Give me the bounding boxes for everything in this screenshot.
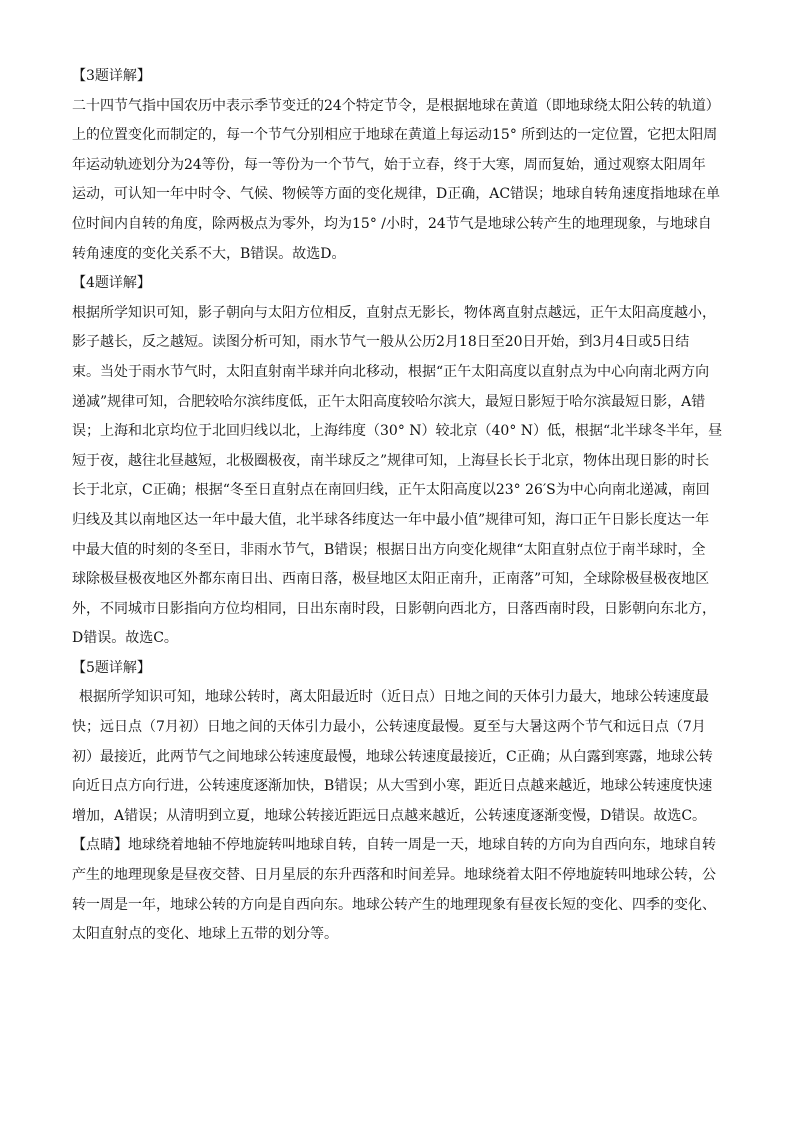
tip-line: 太阳直射点的变化、地球上五带的划分等。 <box>72 926 338 943</box>
document-page <box>72 62 724 950</box>
tip-section <box>72 831 724 949</box>
q4-line: 长于北京，C正确；根据“冬至日直射点在南回归线，正午太阳高度以23° 26′S为中心向南北递减，南回 <box>72 482 710 499</box>
q5-heading: 【5题详解】 <box>72 659 151 676</box>
q5-body <box>72 683 724 831</box>
q4-line: D错误。故选C。 <box>72 630 178 647</box>
q4-line: 球除极昼极夜地区外都东南日出、西南日落，极昼地区太阳正南升，正南落”可知，全球除极昼极夜地区 <box>72 571 710 588</box>
q5-line: 根据所学知识可知，地球公转时，离太阳最近时（近日点）日地之间的天体引力最大，地球公转速度最 <box>79 689 709 706</box>
q4-line: 短于夜，越往北昼越短，北极圈极夜，南半球反之”规律可知，上海昼长长于北京，物体出现日影的时长 <box>72 452 710 469</box>
q4-heading: 【4题详解】 <box>72 275 151 292</box>
q5-line: 快；远日点（7月初）日地之间的天体引力最小，公转速度最慢。夏至与大暑这两个节气和远日点（7月 <box>72 719 706 736</box>
q5-line: 向近日点方向行进，公转速度逐渐加快，B错误；从大雪到小寒，距近日点越来越近，地球公转速度快速 <box>72 778 713 795</box>
q4-line: 误；上海和北京均位于北回归线以北，上海纬度（30° N）较北京（40° N）低，根据“北半球冬半年，昼 <box>72 423 723 440</box>
q3-line: 二十四节气指中国农历中表示季节变迁的24个特定节令，是根据地球在黄道（即地球绕太阳公转的轨道） <box>72 97 720 114</box>
q4-line: 束。当处于雨水节气时，太阳直射南半球并向北移动，根据“正午太阳高度以直射点为中心向南北两方向 <box>72 363 710 380</box>
q3-line: 上的位置变化而制定的，每一个节气分别相应于地球在黄道上每运动15° 所到达的一定位置，它把太阳周 <box>72 127 718 144</box>
tip-line: 转一周是一年，地球公转的方向是自西向东。地球公转产生的地理现象有昼夜长短的变化、四季的变化、 <box>72 896 716 913</box>
q5-line: 增加，A错误；从清明到立夏，地球公转接近距远日点越来越近，公转速度逐渐变慢，D错误。故选C。 <box>72 807 707 824</box>
q4-line: 根据所学知识可知，影子朝向与太阳方位相反，直射点无影长，物体离直射点越远，正午太阳高度越小， <box>72 304 716 321</box>
q3-line: 运动，可认知一年中时令、气候、物候等方面的变化规律，D正确，AC错误；地球自转角速度指地球在单 <box>72 186 721 203</box>
q3-body <box>72 92 724 270</box>
q4-body <box>72 299 724 654</box>
q4-line: 外，不同城市日影指向方位均相同，日出东南时段，日影朝向西北方，日落西南时段，日影朝向东北方， <box>72 600 716 617</box>
tip-line: 产生的地理现象是昼夜交替、日月星辰的东升西落和时间差异。地球绕着太阳不停地旋转叫地球公转，公 <box>72 867 716 884</box>
q5-line: 初）最接近，此两节气之间地球公转速度最慢，地球公转速度最接近，C正确；从白露到寒露，地球公转 <box>72 748 713 765</box>
q3-line: 位时间内自转的角度，除两极点为零外，均为15° /小时，24节气是地球公转产生的地理现象，与地球自 <box>72 215 712 232</box>
q3-heading: 【3题详解】 <box>72 68 151 84</box>
q4-line: 中最大值的时刻的冬至日，非雨水节气，B错误；根据日出方向变化规律“太阳直射点位于南半球时，全 <box>72 541 706 558</box>
q4-line: 归线及其以南地区达一年中最大值，北半球各纬度达一年中最小值”规律可知，海口正午日影长度达一年 <box>72 511 710 528</box>
q4-line: 递减”规律可知，合肥较哈尔滨纬度低，正午太阳高度较哈尔滨大，最短日影短于哈尔滨最短日影，A错 <box>72 393 706 410</box>
q4-line: 影子越长，反之越短。读图分析可知，雨水节气一般从公历2月18日至20日开始，到3月4日或5日结 <box>72 334 690 351</box>
q3-line: 转角速度的变化关系不大，B错误。故选D。 <box>72 245 346 262</box>
q3-line: 年运动轨迹划分为24等份，每一等份为一个节气，始于立春，终于大寒，周而复始，通过观察太阳周年 <box>72 156 706 173</box>
tip-line: 【点睛】地球绕着地轴不停地旋转叫地球自转，自转一周是一天，地球自转的方向为自西向东，地球自转 <box>72 837 716 854</box>
